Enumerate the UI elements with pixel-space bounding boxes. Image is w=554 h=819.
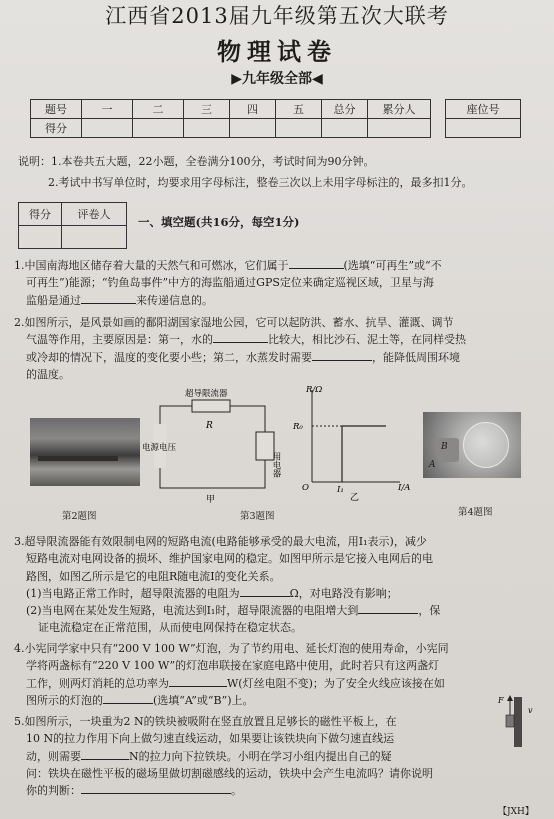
- magnetic-plate-figure: [496, 693, 542, 749]
- q4-text: 4.小宪同学家中只有“200 V 100 W”灯泡，为了节约用电、延长灯泡的使用寿命，小宪同: [14, 642, 449, 655]
- answer-blank[interactable]: [81, 748, 129, 760]
- q5-text: N的拉力向下拉铁块。小明在学习小组内提出自己的疑: [129, 749, 392, 763]
- answer-blank[interactable]: [81, 782, 231, 794]
- footer-code: 【JXH】: [498, 807, 534, 817]
- bulb-a-label: A: [429, 460, 436, 470]
- q3-text: 3.超导限流器能有效限制电网的短路电流(电路能够承受的最大电流，用I₁表示)，减少: [14, 535, 427, 548]
- q5-text: 10 N的拉力作用下向上做匀速直线运动，如果要让该铁块向下做匀速直线运: [26, 732, 395, 746]
- grader-label: 评卷人: [62, 203, 127, 226]
- q5-text: 。: [231, 784, 242, 798]
- q3-text: ，保: [418, 604, 441, 618]
- q3-text: (1)当电路正常工作时，超导限流器的电阻为: [26, 586, 240, 600]
- grader-score-cell: [19, 226, 62, 249]
- appliance-label: 用电器: [271, 452, 281, 478]
- score-header-cell: 一: [82, 100, 133, 119]
- answer-blank[interactable]: [81, 292, 136, 304]
- caption-fig2: 第2题图: [62, 511, 97, 522]
- score-header-cell: 四: [230, 100, 276, 119]
- circuit-title-label: 超导限流器: [185, 389, 228, 399]
- question-3: [14, 533, 544, 637]
- score-cell: [82, 119, 133, 138]
- q5-text: 5.如图所示，一块重为2 N的铁块被吸附在竖直放置且足够长的磁性平板上，在: [14, 715, 397, 728]
- caption-fig3: 第3题图: [240, 511, 275, 522]
- score-header-cell: 总分: [322, 100, 368, 119]
- grade-label: ▶九年级全部◀: [231, 71, 323, 87]
- resistance-current-graph: [290, 384, 420, 502]
- answer-blank[interactable]: [240, 585, 290, 597]
- score-row-label: 得分: [31, 119, 82, 138]
- graph-origin-label: O: [302, 483, 309, 493]
- q1-text: 可再生”)能源；“钓鱼岛事件”中方的海监船通过GPS定位来确定巡视区域，卫星与海: [26, 276, 434, 290]
- question-5: [14, 713, 544, 799]
- score-cell: [276, 119, 322, 138]
- question-1: [14, 257, 544, 309]
- q3-text: 短路电流对电网设备的损坏、维护国家电网的稳定。如图甲所示是它接入电网后的电: [26, 552, 433, 566]
- seat-cell: [446, 119, 521, 138]
- bulb-photo: [423, 412, 521, 478]
- resistor-label: R: [206, 421, 213, 431]
- magnetic-plate: [514, 697, 522, 747]
- figure-yi-label: 乙: [350, 493, 360, 502]
- q3-text: Ω，对电路没有影响；: [289, 586, 398, 600]
- answer-blank[interactable]: [289, 257, 344, 269]
- grader-table: [18, 202, 127, 249]
- force-label: F: [498, 696, 504, 705]
- q3-text: 路图，如图乙所示是它的电阻R随电流I的变化关系。: [26, 569, 281, 583]
- answer-blank[interactable]: [312, 349, 372, 361]
- score-cell: [322, 119, 368, 138]
- answer-blank[interactable]: [358, 602, 418, 614]
- q4-text: W(灯丝电阻不变)；为了安全火线应该接在如: [227, 676, 445, 690]
- lake-photo: [30, 418, 140, 486]
- q5-text: 动，则需要: [26, 749, 81, 763]
- q2-text: ，能降低周围环境: [372, 350, 460, 364]
- seat-table: [445, 99, 521, 138]
- grader-cell: [62, 226, 127, 249]
- caption-fig4: 第4题图: [458, 507, 493, 518]
- score-cell: [230, 119, 276, 138]
- graph-i1-label: I₁: [337, 485, 344, 495]
- q2-text: 气温等作用，主要原因是：第一，水的: [26, 333, 213, 347]
- q3-text: (2)当电网在某处发生短路，电流达到I₁时，超导限流器的电阻增大到: [26, 604, 359, 618]
- score-header-cell: 题号: [31, 100, 82, 119]
- section-heading: 一、填空题(共16分，每空1分): [138, 215, 300, 229]
- bulb-glass: [463, 422, 509, 468]
- q5-text: 问：铁块在磁性平板的磁场里做切割磁感线的运动，铁块中会产生电流吗？请你说明: [26, 766, 433, 780]
- score-header-cell: 累分人: [368, 100, 431, 119]
- note-line-1: 说明：1.本卷共五大题，22小题，全卷满分100分，考试时间为90分钟。: [18, 155, 375, 168]
- q1-text: (选填“可再生”或“不: [343, 259, 442, 272]
- circuit-diagram: [140, 384, 290, 504]
- score-table: [30, 99, 431, 138]
- q4-text: (选填“A”或“B”)上。: [153, 693, 254, 707]
- velocity-label: v: [528, 706, 533, 715]
- q2-text: 比较大，相比沙石、泥土等，在同样受热: [268, 333, 466, 347]
- q2-text: 2.如图所示，是风景如画的鄱阳湖国家湿地公园，它可以起防洪、蓄水、抗旱、灌溉、调节: [14, 316, 454, 329]
- lake-shore: [38, 456, 118, 461]
- bulb-b-label: B: [441, 442, 448, 452]
- score-cell: [184, 119, 230, 138]
- q5-text: 你的判断：: [26, 784, 81, 798]
- figure-jia-label: 甲: [206, 495, 216, 504]
- q4-text: 学将两盏标有“220 V 100 W”的灯泡串联接在家庭电路中使用，此时若只有这两盏灯: [26, 659, 440, 673]
- answer-blank[interactable]: [103, 692, 153, 704]
- score-cell: [368, 119, 431, 138]
- q4-text: 工作，则两灯消耗的总功率为: [26, 676, 169, 690]
- q2-text: 或冷却的情况下，温度的变化要小些；第二，水蒸发时需要: [26, 350, 312, 364]
- q1-text: 来传递信息的。: [136, 293, 213, 307]
- q3-text: 证电流稳定在正常范围，从而使电网保持在稳定状态。: [38, 621, 302, 635]
- q4-text: 图所示的灯泡的: [26, 693, 103, 707]
- force-arrow-icon: [507, 695, 513, 701]
- q1-text: 1.中国南海地区储存着大量的天然气和可燃冰，它们属于: [14, 259, 289, 272]
- answer-blank[interactable]: [213, 331, 268, 343]
- q1-text: 监船是通过: [26, 293, 81, 307]
- q2-text: 的温度。: [26, 367, 70, 381]
- question-4: [14, 640, 544, 709]
- score-cell: [133, 119, 184, 138]
- question-2: [14, 314, 544, 383]
- exam-subject: 物理试卷: [217, 37, 337, 66]
- iron-block: [506, 715, 514, 727]
- exam-title: 江西省2013届九年级第五次大联考: [105, 4, 449, 28]
- grader-score-label: 得分: [19, 203, 62, 226]
- note-line-2: 2.考试中书写单位时，均要求用字母标注，整卷三次以上未用字母标注的，最多扣1分。: [48, 176, 473, 189]
- graph-r0-label: R₀: [293, 422, 303, 432]
- graph-x-label: I/A: [398, 483, 411, 493]
- answer-blank[interactable]: [169, 675, 227, 687]
- score-header-cell: 二: [133, 100, 184, 119]
- score-header-cell: 三: [184, 100, 230, 119]
- seat-label: 座位号: [446, 100, 521, 119]
- source-label: 电源电压: [142, 443, 177, 453]
- graph-y-label: R/Ω: [306, 385, 323, 395]
- score-header-cell: 五: [276, 100, 322, 119]
